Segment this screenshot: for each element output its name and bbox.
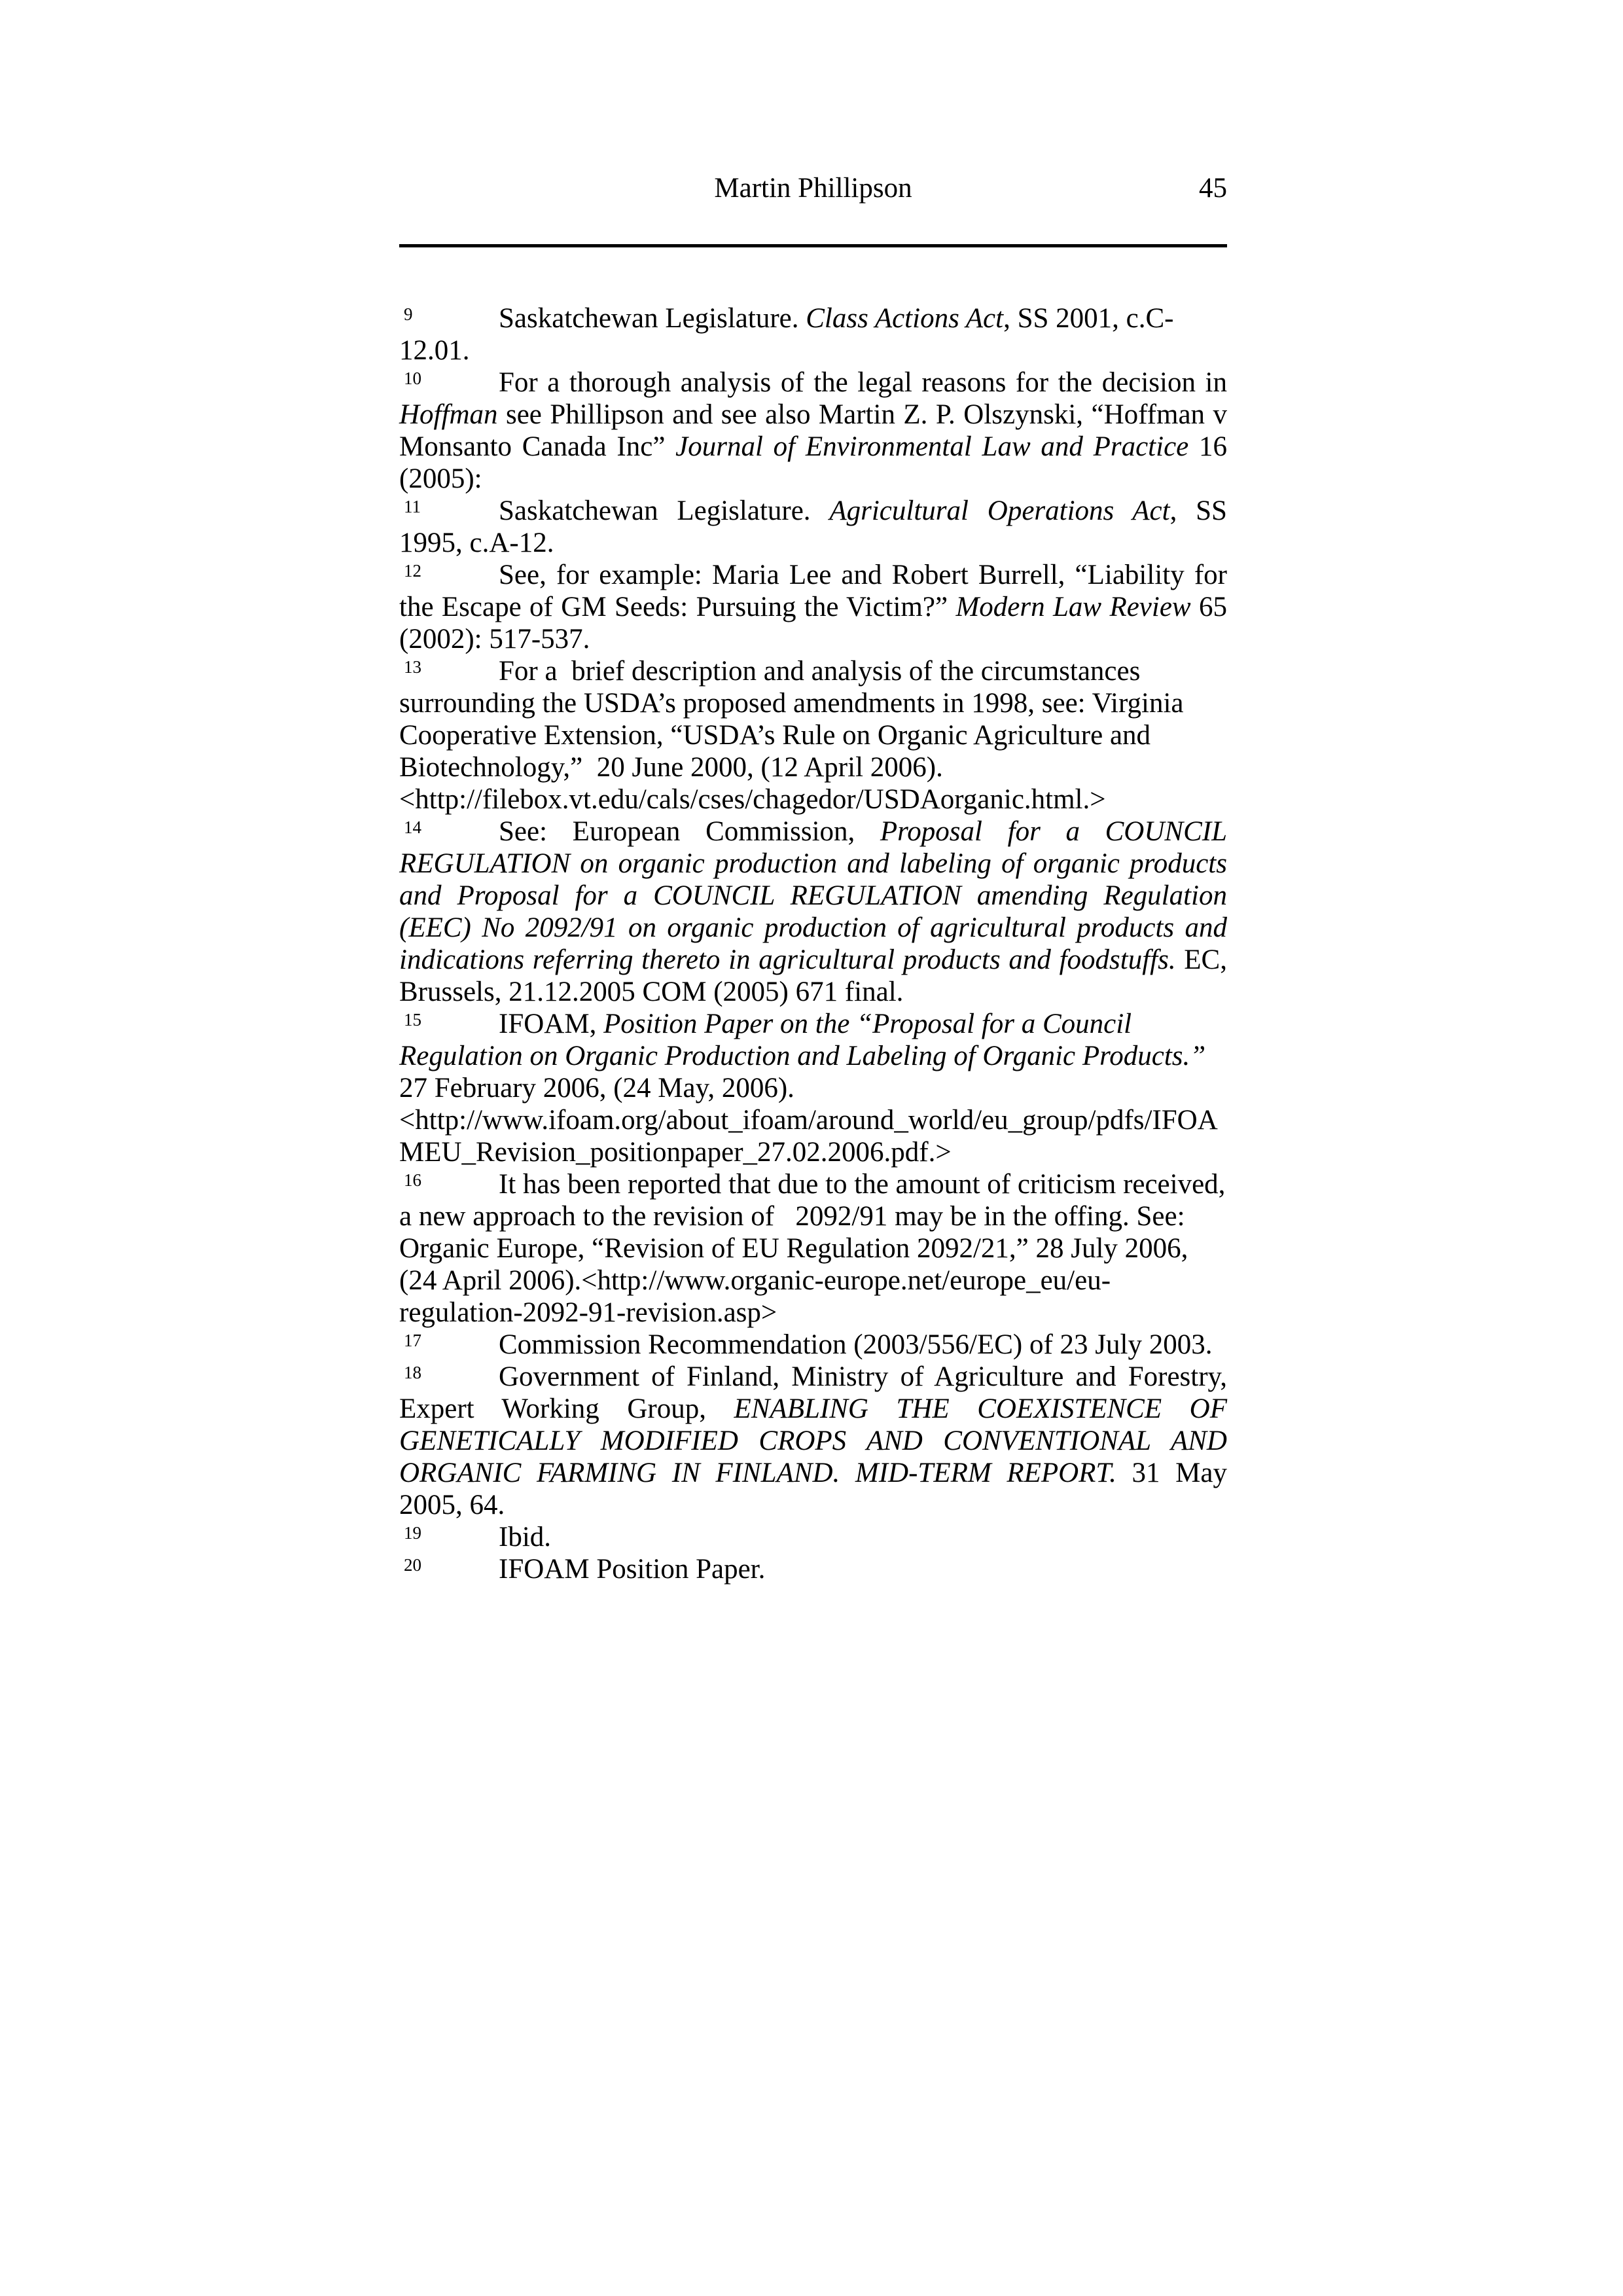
footnote-text-segment: Commission Recommendation (2003/556/EC) of 23 July 2003.: [499, 1329, 1213, 1360]
footnote-text-segment: Saskatchewan Legislature.: [499, 495, 830, 526]
footnote-text-segment: Journal of Environmental Law and Practice: [675, 431, 1189, 462]
footnote-text-segment: 31 May 2005, 64.: [399, 1458, 1227, 1520]
footnote-text-segment: It has been reported that due to the amount of criticism received, a new approach to the revision of 2092/91 may be in the offing. See: Organic Europe, “Revision of EU Regulation 2092/21,” 28 July 2006, (24 April 2006).<http://www.organic-europe.net/europe_eu/eu-regulation-2092-91-revision.asp>: [399, 1169, 1233, 1328]
page-header: [399, 172, 1227, 204]
footnote: [399, 495, 1227, 559]
footnote-text-segment: Saskatchewan Legislature.: [499, 303, 806, 334]
footnote-number: 15: [404, 1010, 421, 1030]
page-number: 45: [1199, 173, 1227, 204]
footnote: [399, 559, 1227, 655]
footnote: [399, 655, 1227, 816]
footnote-text-segment: EC, Brussels, 21.12.2005 COM (2005) 671 final.: [399, 944, 1227, 1007]
footnote-text-segment: IFOAM Position Paper.: [499, 1554, 766, 1585]
footnote: [399, 1361, 1227, 1521]
footnote: [399, 816, 1227, 1008]
footnote-text-segment: ENABLING THE COEXISTENCE OF GENETICALLY MODIFIED CROPS AND CONVENTIONAL AND ORGANIC FARMING IN FINLAND. MID-TERM REPORT.: [399, 1393, 1227, 1488]
running-title: Martin Phillipson: [714, 173, 912, 204]
footnote: [399, 1168, 1233, 1329]
footnote-number: 9: [404, 304, 413, 324]
footnote-text-segment: 27 February 2006, (24 May, 2006). <http://www.ifoam.org/about_ifoam/around_world/eu_group/pdfs/IFOAMEU_Revision_positionpaper_27.02.2006.pdf.>: [399, 1041, 1218, 1168]
footnote: [399, 1553, 1227, 1585]
footnote-text-segment: IFOAM,: [499, 1009, 604, 1039]
footnote-number: 20: [404, 1555, 421, 1575]
footnote-text-segment: , SS 1995, c.A-12.: [399, 495, 1227, 558]
footnote: [399, 1329, 1227, 1361]
footnote-text-segment: Hoffman: [399, 399, 498, 430]
footnote-text-segment: 65 (2002): 517-537.: [399, 592, 1227, 655]
footnote: [399, 1008, 1227, 1168]
footnote: [399, 367, 1227, 495]
footnote-number: 18: [404, 1363, 421, 1382]
footnote-text-segment: Class Actions Act: [806, 303, 1004, 334]
footnote-text-segment: Government of Finland, Ministry of Agriculture and Forestry, Expert Working Group,: [399, 1361, 1227, 1424]
footnote-text-segment: see Phillipson and see also Martin Z. P. Olszynski, “Hoffman v Monsanto Canada Inc”: [399, 399, 1227, 462]
header-rule: [399, 244, 1227, 247]
footnote-text-segment: Modern Law Review: [955, 592, 1191, 622]
footnote: [399, 302, 1227, 367]
footnote-text-segment: Proposal for a COUNCIL REGULATION on organic production and labeling of organic products and Proposal for a COUNCIL REGULATION amending Regulation (EEC) No 2092/91 on organic production of agricultural products and indications referring thereto in agricultural products and foodstuffs.: [399, 816, 1227, 975]
footnotes-section: [399, 302, 1233, 1585]
footnote-text-segment: , SS 2001, c.C-12.01.: [399, 303, 1174, 366]
footnote-text-segment: For a thorough analysis of the legal reasons for the decision in: [499, 367, 1227, 398]
footnote: [399, 1521, 1227, 1553]
footnote-number: 19: [404, 1523, 421, 1543]
footnote-text-segment: Agricultural Operations Act: [829, 495, 1170, 526]
footnote-number: 10: [404, 368, 421, 388]
footnote-number: 17: [404, 1331, 421, 1350]
footnote-number: 16: [404, 1170, 421, 1190]
footnote-number: 13: [404, 657, 421, 677]
footnote-text-segment: For a brief description and analysis of the circumstances surrounding the USDA’s proposed amendments in 1998, see: Virginia Cooperative Extension, “USDA’s Rule on Organic Agriculture and Biotechnology,” 20 June 2000, (12 April 2006). <http://filebox.vt.edu/cals/cses/chagedor/USDAorganic.html.>: [399, 656, 1191, 815]
footnote-number: 12: [404, 561, 421, 581]
footnote-text-segment: Position Paper on the “Proposal for a Council Regulation on Organic Production and Labeling of Organic Products.”: [399, 1009, 1206, 1071]
footnote-text-segment: Ibid.: [499, 1522, 552, 1552]
footnote-text-segment: See, for example: Maria Lee and Robert Burrell, “Liability for the Escape of GM Seeds: Pursuing the Victim?”: [399, 560, 1227, 622]
footnote-text-segment: 16 (2005):: [399, 431, 1227, 494]
footnote-number: 14: [404, 817, 421, 837]
footnote-number: 11: [404, 497, 421, 516]
footnote-text-segment: See: European Commission,: [499, 816, 880, 847]
